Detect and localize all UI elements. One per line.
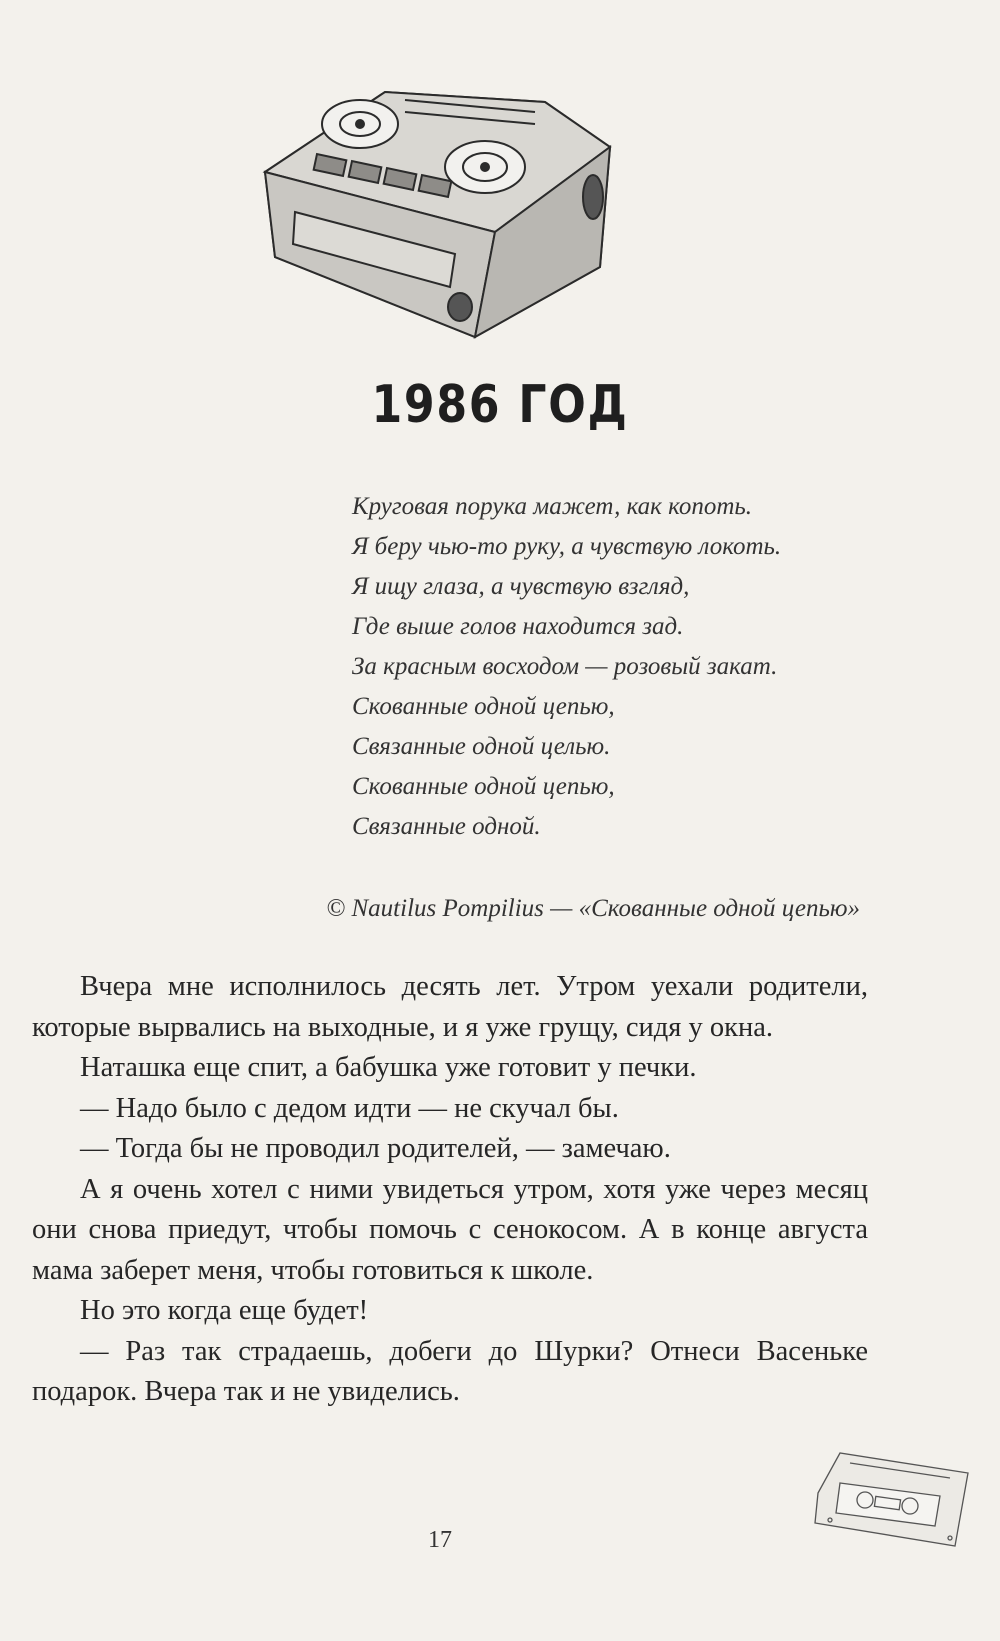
paragraph: — Надо было с дедом идти — не скучал бы. [80, 1092, 619, 1124]
epigraph-line: Скованные одной цепью, [352, 693, 615, 720]
paragraph: Вчера мне исполнилось десять лет. Утром уехали родители, которые вырвались на выходные, и я уже грущу, сидя у окна. [32, 971, 868, 1043]
epigraph-attribution: © Nautilus Pompilius — «Скованные одной цепью» [326, 895, 860, 922]
chapter-title: 1986 ГОД [371, 375, 629, 435]
epigraph-line: Я ищу глаза, а чувствую взгляд, [352, 573, 690, 600]
epigraph-line: Круговая порука мажет, как копоть. [352, 493, 753, 520]
tape-recorder-illustration [255, 72, 625, 342]
paragraph: Наташка еще спит, а бабушка уже готовит у печки. [80, 1052, 697, 1083]
epigraph-line: Связанные одной. [352, 813, 541, 840]
paragraph: — Раз так страдаешь, добеги до Шурки? Отнеси Васеньке подарок. Вчера так и не увиделись. [32, 1335, 868, 1407]
epigraph-line: Я беру чью-то руку, а чувствую локоть. [352, 533, 782, 560]
epigraph-line: Связанные одной целью. [352, 733, 611, 760]
page-number: 17 [428, 1527, 452, 1553]
paragraph: Но это когда еще будет! [80, 1295, 369, 1326]
body-text [32, 967, 868, 1413]
paragraph: — Тогда бы не проводил родителей, — замечаю. [80, 1133, 671, 1164]
paragraph: А я очень хотел с ними увидеться утром, хотя уже через месяц они снова приедут, чтобы помочь с сенокосом. А в конце августа мама заберет меня, чтобы готовиться к школе. [32, 1173, 868, 1286]
epigraph [352, 487, 912, 847]
epigraph-line: За красным восходом — розовый закат. [352, 653, 778, 680]
epigraph-line: Скованные одной цепью, [352, 773, 615, 800]
epigraph-line: Где выше голов находится зад. [352, 613, 684, 640]
